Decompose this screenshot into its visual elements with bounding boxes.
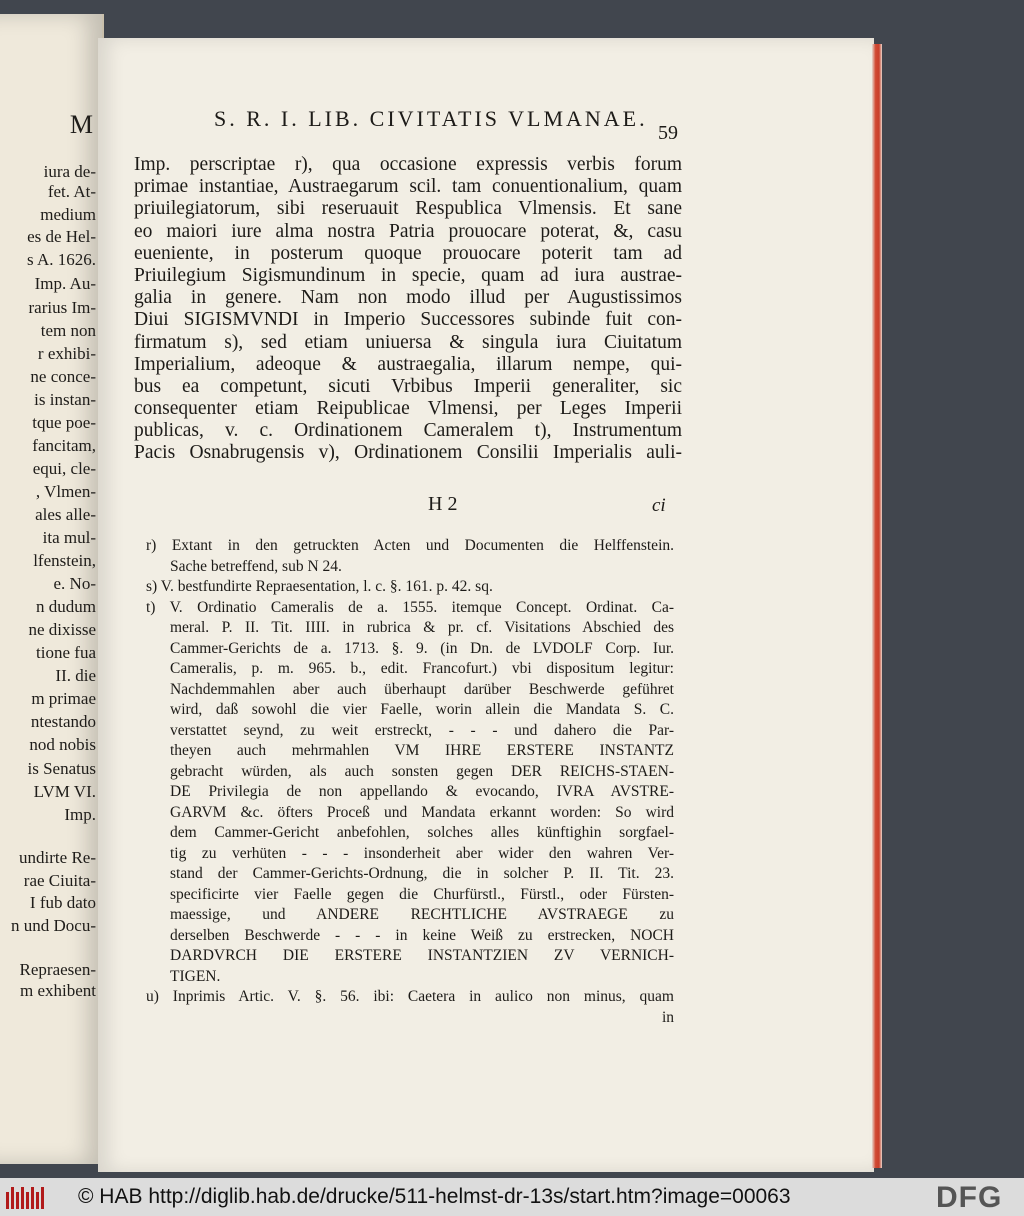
signature-mark: H 2: [428, 493, 458, 515]
footnote-line: Sache betreffend, sub N 24.: [170, 557, 342, 575]
logo-bar: [31, 1187, 34, 1209]
logo-bar: [6, 1192, 9, 1209]
body-line: eueniente, in posterum quoque prouocare poterit tam ad: [134, 242, 682, 264]
body-line: Imp. perscriptae r), qua occasione expressis verbis forum: [134, 154, 682, 175]
footnote-line: Cameralis, p. m. 965. b., edit. Francofurt.) vbi dispositum legitur:: [170, 660, 674, 677]
left-page-line: ntestando: [30, 712, 96, 731]
right-page: [98, 38, 874, 1172]
left-page-line: e. No-: [53, 574, 96, 593]
body-line: Imperialium, adeoque & austraegalia, illarum nempe, qui-: [134, 353, 682, 375]
footnote-line: u) Inprimis Artic. V. §. 56. ibi: Caetera in aulico non minus, quam: [146, 988, 674, 1005]
footnote-line: tig zu verhüten - - - insonderheit aber wider den wahren Ver-: [170, 844, 674, 862]
left-page-line: r exhibi-: [37, 344, 96, 363]
left-page-line: iura de-: [43, 162, 96, 181]
left-page-line: medium: [40, 205, 96, 224]
left-page-line: fet. At-: [47, 182, 96, 201]
left-page-line: fancitam,: [32, 436, 96, 455]
left-page-line: n und Docu-: [11, 916, 96, 935]
copyright-url[interactable]: © HAB http://diglib.hab.de/drucke/511-helmst-dr-13s/start.htm?image=00063: [78, 1185, 791, 1208]
footnote-line: t) V. Ordinatio Cameralis de a. 1555. itemque Concept. Ordinat. Ca-: [146, 598, 674, 616]
hab-logo-icon: [6, 1187, 46, 1209]
footnote-line: verstattet seynd, zu weit erstreckt, - - - und dahero die Par-: [170, 721, 674, 739]
logo-bar: [36, 1192, 39, 1209]
left-page-line: I fub dato: [29, 893, 96, 912]
left-page-line: II. die: [55, 666, 96, 685]
body-line: publicas, v. c. Ordinationem Cameralem t), Instrumentum: [134, 420, 682, 442]
body-line: galia in genere. Nam non modo illud per Augustissimos: [134, 287, 682, 309]
body-line: consequenter etiam Reipublicae Vlmensi, per Leges Imperii: [134, 398, 682, 420]
footnote-line: Cammer-Gerichts de a. 1713. §. 9. (in Dn. de LVDOLF Corp. Iur.: [170, 639, 674, 657]
left-page-line: tione fua: [36, 643, 96, 662]
left-page-line: Imp.: [64, 805, 96, 824]
catchword: ci: [652, 495, 666, 516]
left-page-line: LVM VI.: [33, 782, 96, 801]
logo-bar: [16, 1192, 19, 1209]
footnote-line: maessige, und ANDERE RECHTLICHE AVSTRAEGE zu: [170, 906, 674, 923]
body-line: primae instantiae, Austraegarum scil. tam conuentionalium, quam: [134, 176, 682, 198]
left-page-line: is instan-: [34, 390, 96, 409]
left-page-line: rarius Im-: [28, 298, 96, 317]
logo-bar: [21, 1187, 24, 1209]
main-text-block: [134, 154, 682, 465]
body-line: priuilegiatorum, sibi reseruauit Respublica Vlmensis. Et sane: [134, 198, 682, 220]
left-page-line: s A. 1626.: [27, 250, 96, 269]
left-page-line: ita mul-: [42, 528, 96, 547]
footnote-line: r) Extant in den getruckten Acten und Documenten die Helffenstein.: [146, 537, 674, 554]
footnote-line: DE Privilegia de non appellando & evocando, IVRA AVSTRE-: [170, 783, 674, 800]
footnotes-block: [146, 536, 674, 1028]
left-page-line: equi, cle-: [32, 459, 96, 478]
body-line: firmatum s), sed etiam uniuersa & singula iura Ciuitatum: [134, 331, 682, 353]
footnote-line: meral. P. II. Tit. IIII. in rubrica & pr. cf. Visitations Abschied des: [170, 619, 674, 636]
footer-bar: [0, 1178, 1024, 1216]
left-page-line: Repraesen-: [19, 960, 96, 979]
left-page-line: m exhibent: [19, 981, 96, 1000]
left-page-line: , Vlmen-: [35, 482, 96, 501]
left-page-line: n dudum: [36, 597, 96, 616]
footnote-line: wird, daß sowohl die vier Faelle, worin allein die Mandata S. C.: [170, 701, 674, 718]
footnote-line: stand der Cammer-Gerichts-Ordnung, die in solcher P. II. Tit. 23.: [170, 865, 674, 882]
body-line: Diui SIGISMVNDI in Imperio Successores subinde fuit con-: [134, 309, 682, 331]
logo-bar: [11, 1187, 14, 1209]
left-page-line: ales alle-: [35, 505, 96, 524]
footnote-line: DARDVRCH DIE ERSTERE INSTANTZIEN ZV VERNICH-: [170, 947, 674, 964]
left-page-line: Imp. Au-: [34, 274, 96, 293]
left-page-line: lfenstein,: [33, 551, 96, 570]
body-line: Pacis Osnabrugensis v), Ordinationem Consilii Imperialis auli-: [134, 442, 682, 464]
left-page-line: m primae: [31, 689, 96, 708]
footnote-line: in: [661, 1008, 674, 1026]
footnote-line: derselben Beschwerde - - - in keine Weiß zu erstrecken, NOCH: [170, 926, 674, 944]
left-page-line: nod nobis: [29, 735, 96, 754]
footnote-line: s) V. bestfundirte Repraesentation, l. c. §. 161. p. 42. sq.: [146, 578, 493, 595]
left-page-fragment: [0, 14, 104, 1164]
footnote-line: dem Cammer-Gericht anbefohlen, solches alles künftighin sorgfael-: [170, 824, 674, 841]
left-page-line: is Senatus: [27, 759, 96, 778]
footnote-line: GARVM &c. öfters Proceß und Mandata erkannt worden: So wird: [170, 803, 674, 821]
footnote-line: gebracht würden, als auch sonsten gegen DER REICHS-STAEN-: [170, 762, 674, 780]
page-number: 59: [658, 122, 678, 144]
left-page-line: ne dixisse: [28, 620, 96, 639]
logo-bar: [26, 1192, 29, 1209]
body-line: bus ea competunt, sicuti Vrbibus Imperii generaliter, sic: [134, 375, 682, 397]
body-line: Priuilegium Sigismundinum in specie, quam ad iura austrae-: [134, 264, 682, 286]
footnote-line: TIGEN.: [170, 967, 221, 985]
footnote-line: Nachdemmahlen aber auch überhaupt darüber Beschwerde geführet: [170, 680, 674, 698]
left-page-header: M: [69, 110, 94, 139]
dfg-logo: DFG: [936, 1181, 1003, 1214]
body-line: eo maiori iure alma nostra Patria prouocare poterat, &, casu: [134, 220, 682, 242]
left-page-line: tem non: [40, 321, 96, 340]
left-page-line: rae Ciuita-: [23, 871, 96, 890]
footnote-line: specificirte vier Faelle gegen die Churfürstl., Fürstl., oder Fürsten-: [170, 885, 674, 903]
running-header: S. R. I. LIB. CIVITATIS VLMANAE.: [214, 106, 648, 131]
logo-bar: [41, 1187, 44, 1209]
left-page-line: ne conce-: [30, 367, 96, 386]
footnote-line: theyen auch mehrmahlen VM IHRE ERSTERE INSTANTZ: [170, 742, 674, 759]
left-page-line: undirte Re-: [19, 848, 96, 867]
left-page-line: tque poe-: [32, 413, 96, 432]
left-page-line: es de Hel-: [27, 227, 96, 246]
page-edge-red: [872, 44, 882, 1168]
